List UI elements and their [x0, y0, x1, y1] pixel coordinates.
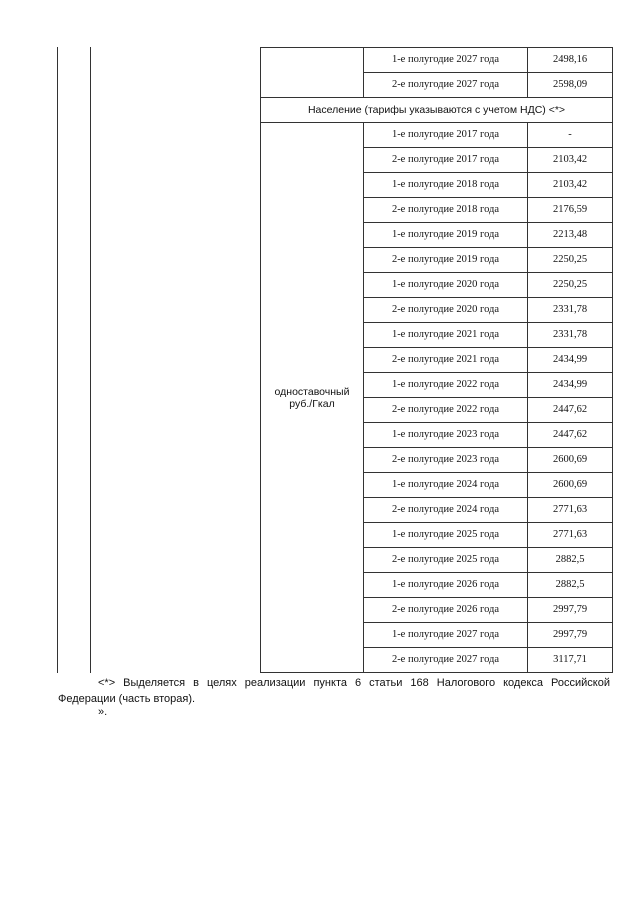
tariff-table: [260, 47, 613, 673]
value-cell: 2771,63: [528, 498, 613, 523]
value-cell: 2331,78: [528, 323, 613, 348]
value-cell: 2103,42: [528, 173, 613, 198]
value-cell: 2434,99: [528, 373, 613, 398]
period-cell: 2-е полугодие 2018 года: [364, 198, 528, 223]
value-cell: 2331,78: [528, 298, 613, 323]
column-border-2: [90, 47, 91, 673]
period-cell: 2-е полугодие 2027 года: [364, 73, 528, 98]
table-row: [261, 123, 613, 148]
period-cell: 2-е полугодие 2017 года: [364, 148, 528, 173]
period-cell: 1-е полугодие 2027 года: [364, 623, 528, 648]
period-cell: 2-е полугодие 2027 года: [364, 648, 528, 673]
closing-mark: ».: [98, 706, 108, 718]
value-cell: 2882,5: [528, 548, 613, 573]
value-cell: 2598,09: [528, 73, 613, 98]
period-cell: 2-е полугодие 2020 года: [364, 298, 528, 323]
period-cell: 1-е полугодие 2022 года: [364, 373, 528, 398]
value-cell: 3117,71: [528, 648, 613, 673]
value-cell: 2250,25: [528, 248, 613, 273]
value-cell: 2771,63: [528, 523, 613, 548]
period-cell: 2-е полугодие 2021 года: [364, 348, 528, 373]
period-cell: 2-е полугодие 2025 года: [364, 548, 528, 573]
unit-cell: [261, 123, 364, 673]
column-border-left: [57, 47, 58, 673]
period-cell: 1-е полугодие 2027 года: [364, 48, 528, 73]
period-cell: 1-е полугодие 2024 года: [364, 473, 528, 498]
unit-label: руб./Гкал: [289, 397, 335, 410]
value-cell: 2997,79: [528, 623, 613, 648]
value-cell: 2176,59: [528, 198, 613, 223]
table-row: [261, 48, 613, 73]
footnote: [58, 675, 610, 707]
period-cell: 2-е полугодие 2026 года: [364, 598, 528, 623]
value-cell: 2213,48: [528, 223, 613, 248]
period-cell: 1-е полугодие 2023 года: [364, 423, 528, 448]
section-title: Население (тарифы указываются с учетом НДС) <*>: [261, 98, 613, 123]
value-cell: 2600,69: [528, 448, 613, 473]
unit-cell-prev: [261, 48, 364, 98]
period-cell: 2-е полугодие 2022 года: [364, 398, 528, 423]
value-cell: 2882,5: [528, 573, 613, 598]
value-cell: 2434,99: [528, 348, 613, 373]
period-cell: 1-е полугодие 2021 года: [364, 323, 528, 348]
value-cell: 2498,16: [528, 48, 613, 73]
period-cell: 1-е полугодие 2025 года: [364, 523, 528, 548]
value-cell: 2997,79: [528, 598, 613, 623]
footnote-text: <*> Выделяется в целях реализации пункта 6 статьи 168 Налогового кодекса Российской Федерации (часть вторая).: [58, 677, 610, 705]
period-cell: 1-е полугодие 2018 года: [364, 173, 528, 198]
period-cell: 1-е полугодие 2020 года: [364, 273, 528, 298]
value-cell: 2103,42: [528, 148, 613, 173]
period-cell: 1-е полугодие 2017 года: [364, 123, 528, 148]
period-cell: 1-е полугодие 2019 года: [364, 223, 528, 248]
value-cell: 2600,69: [528, 473, 613, 498]
tariff-table-body: [261, 48, 613, 673]
rate-type-label: одноставочный: [274, 385, 350, 398]
value-cell: 2447,62: [528, 423, 613, 448]
value-cell: 2447,62: [528, 398, 613, 423]
period-cell: 2-е полугодие 2024 года: [364, 498, 528, 523]
period-cell: 2-е полугодие 2019 года: [364, 248, 528, 273]
section-header-row: [261, 98, 613, 123]
period-cell: 2-е полугодие 2023 года: [364, 448, 528, 473]
period-cell: 1-е полугодие 2026 года: [364, 573, 528, 598]
value-cell: 2250,25: [528, 273, 613, 298]
value-cell: -: [528, 123, 613, 148]
